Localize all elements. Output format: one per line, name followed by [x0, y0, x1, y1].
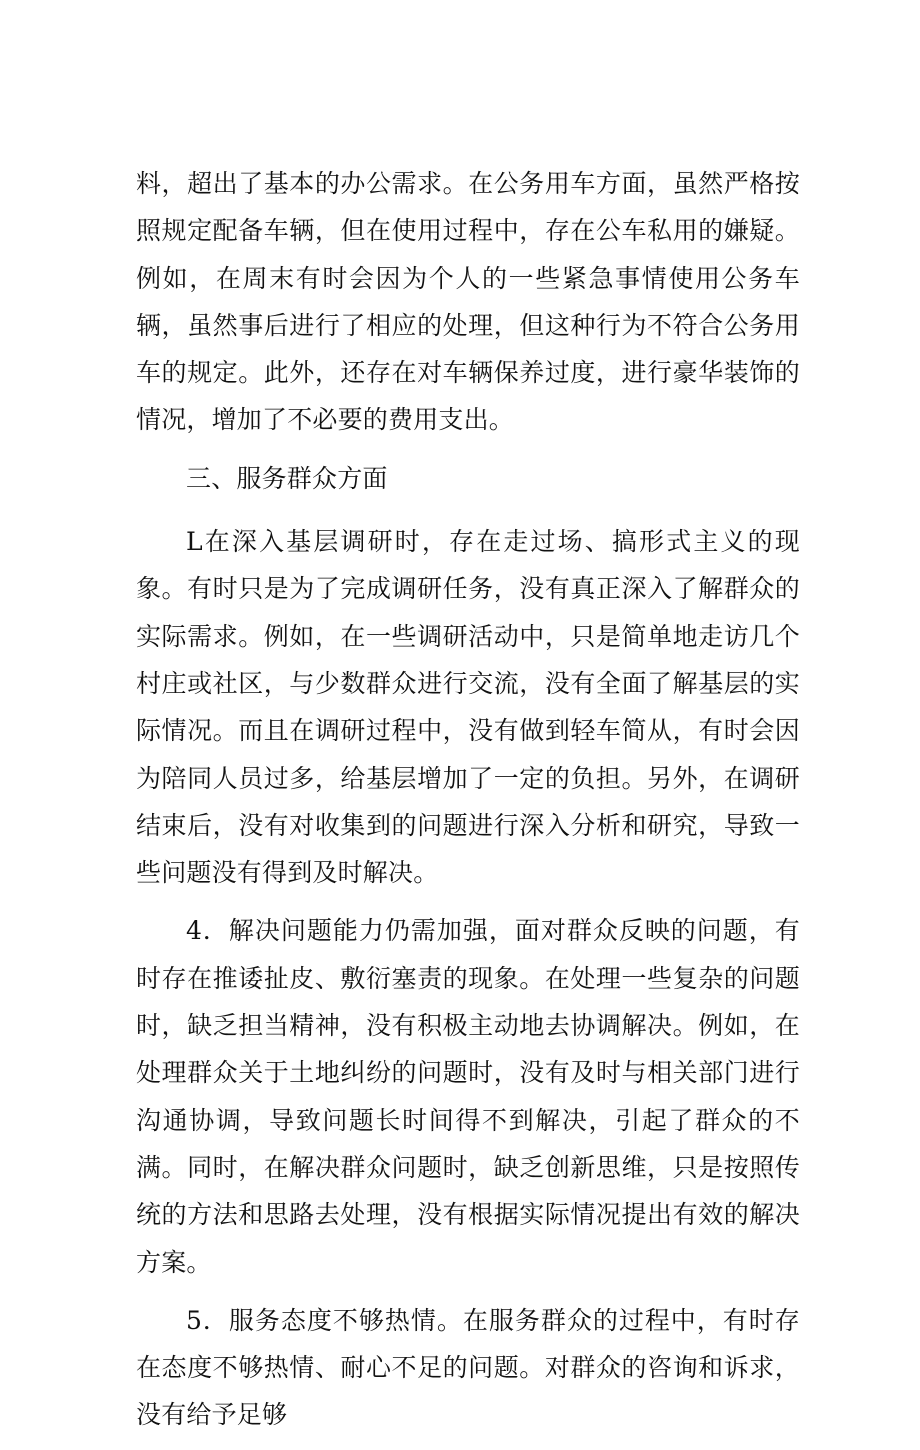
paragraph-problem-solving: 4．解决问题能力仍需加强，面对群众反映的问题，有时存在推诿扯皮、敷衍塞责的现象。在处理一些复杂的问题时，缺乏担当精神，没有积极主动地去协调解决。例如，在处理群众关于土地纠纷的问题时，没有及时与相关部门进行沟通协调，导致问题长时间得不到解决，引起了群众的不满。同时，在解决群众问题时，缺乏创新思维，只是按照传统的方法和思路去处理，没有根据实际情况提出有效的解决方案。	[136, 916, 800, 1277]
paragraph-grassroots-research: L在深入基层调研时，存在走过场、搞形式主义的现象。有时只是为了完成调研任务，没有真正深入了解群众的实际需求。例如，在一些调研活动中，只是简单地走访几个村庄或社区，与少数群众进行交流，没有全面了解基层的实际情况。而且在调研过程中，没有做到轻车简从，有时会因为陪同人员过多，给基层增加了一定的负担。另外，在调研结束后，没有对收集到的问题进行深入分析和研究，导致一些问题没有得到及时解决。	[136, 527, 800, 888]
paragraph-service-attitude: 5．服务态度不够热情。在服务群众的过程中，有时存在态度不够热情、耐心不足的问题。对群众的咨询和诉求，没有给予足够	[136, 1305, 800, 1430]
section-heading-serve-masses: 三、服务群众方面	[186, 463, 388, 493]
document-body	[136, 160, 800, 1450]
paragraph-vehicle-use: 料，超出了基本的办公需求。在公务用车方面，虽然严格按照规定配备车辆，但在使用过程中，存在公车私用的嫌疑。例如，在周末有时会因为个人的一些紧急事情使用公务车辆，虽然事后进行了相应的处理，但这种行为不符合公务用车的规定。此外，还存在对车辆保养过度，进行豪华装饰的情况，增加了不必要的费用支出。	[136, 169, 800, 435]
